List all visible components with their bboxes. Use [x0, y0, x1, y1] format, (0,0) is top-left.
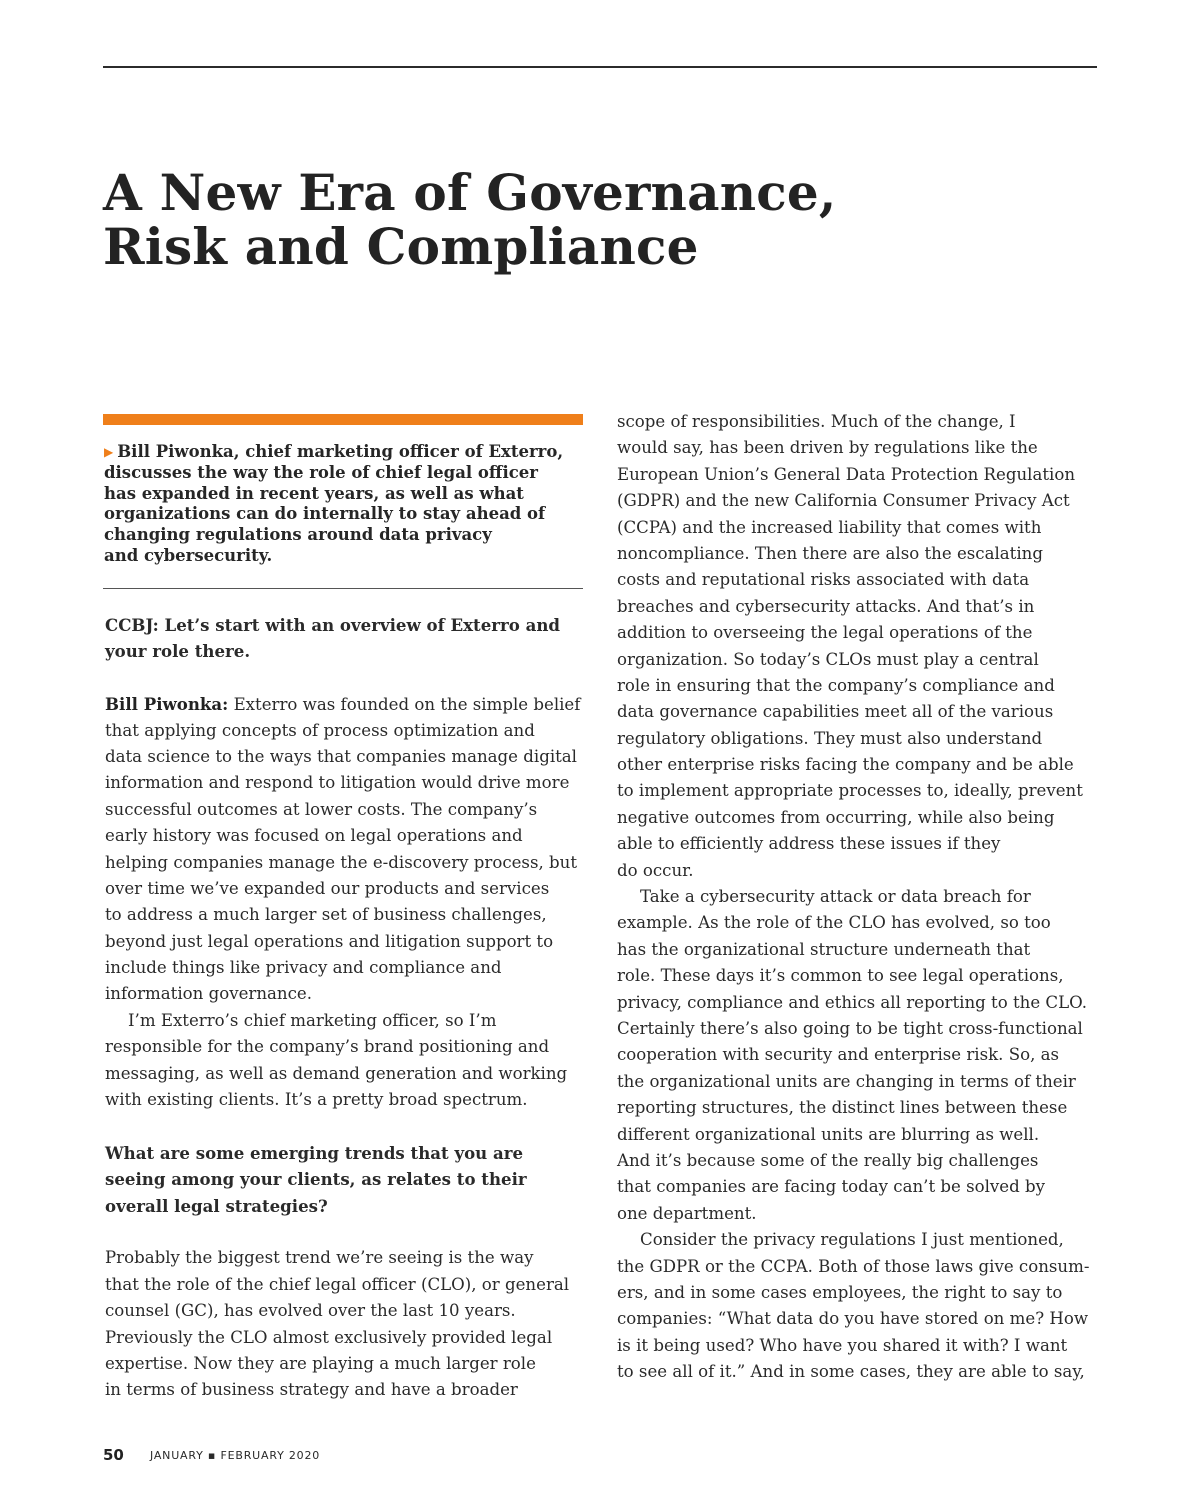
intro-line: discusses the way the role of chief legal officer [104, 462, 538, 482]
article-title [103, 163, 1003, 276]
paragraph: Take a cybersecurity attack or data breach for example. As the role of the CLO has evolved, so too has the organizational structure underneath that role. These days it’s common to see legal operations, privacy, compliance and ethics all reporting to the CLO. Certainly there’s also going to be tight cross-functional cooperation with security and enterprise risk. So, as the organizational units are changing in terms of their reporting structures, the distinct lines between these different organizational units are blurring as well. And it’s because some of the really big challenges that companies are facing today can’t be solved by one department. [617, 887, 1088, 1223]
answer-1: Bill Piwonka: Exterro was founded on the simple belief that applying concepts of process optimization and data science to the ways that companies manage digital information and respond to litigation would drive more successful outcomes at lower costs. The company’s early history was focused on legal operations and helping companies manage the e-discovery process, but over time we’ve expanded our products and services to address a much larger set of business challenges, beyond just legal operations and litigation support to include things like privacy and compliance and information governance. I’m Exterro’s chief marketing officer, so I’m responsible for the company’s brand positioning and messaging, as well as demand generation and working with existing clients. It’s a pretty broad spectrum. [105, 694, 581, 1110]
play-arrow-icon: ▶ [104, 445, 114, 459]
answer-2: Probably the biggest trend we’re seeing is the way that the role of the chief legal officer (CLO), or general counsel (GC), has evolved over the last 10 years. Previously the CLO almost exclusively provided legal expertise. Now they are playing a much larger role in terms of business strategy and have a broader [105, 1248, 570, 1400]
intro-line: ▶ Bill Piwonka, chief marketing officer of Exterro, [104, 442, 564, 461]
title-line: Risk and Compliance [103, 217, 699, 276]
left-column [105, 612, 585, 1404]
issue-date: JANUARY ▪ FEBRUARY 2020 [150, 1449, 321, 1462]
right-column [617, 409, 1102, 1385]
top-rule [103, 66, 1097, 68]
question-2: What are some emerging trends that you are seeing among your clients, as relates to their overall legal strategies? [105, 1142, 527, 1216]
intro-divider [103, 588, 583, 589]
accent-bar [103, 414, 583, 425]
speaker-name: Bill Piwonka: [105, 694, 229, 715]
question-1: CCBJ: Let’s start with an overview of Exterro and your role there. [105, 615, 561, 662]
intro-line: changing regulations around data privacy [104, 525, 492, 545]
intro-line: and cybersecurity. [104, 545, 273, 565]
page-number: 50 [103, 1446, 124, 1464]
intro-deck [104, 442, 579, 567]
paragraph: Consider the privacy regulations I just mentioned, the GDPR or the CCPA. Both of those laws give consum- ers, and in some cases employees, the right to say to companies: “What data do you have stored on me? How is it being used? Who have you shared it with? I want to see all of it.” And in some cases, they are able to say, [617, 1230, 1090, 1382]
paragraph: scope of responsibilities. Much of the change, I would say, has been driven by regulations like the European Union’s General Data Protection Regulation (GDPR) and the new California Consumer Privacy Act (CCPA) and the increased liability that comes with noncompliance. Then there are also the escalating costs and reputational risks associated with data breaches and cybersecurity attacks. And that’s in addition to overseeing the legal operations of the organization. So today’s CLOs must play a central role in ensuring that the company’s compliance and data governance capabilities meet all of the various regulatory obligations. They must also understand other enterprise risks facing the company and be able to implement appropriate processes to, ideally, prevent negative outcomes from occurring, while also being able to efficiently address these issues if they do occur. [617, 412, 1083, 880]
title-line: A New Era of Governance, [103, 163, 837, 222]
intro-line: has expanded in recent years, as well as what [104, 483, 524, 503]
intro-line: organizations can do internally to stay ahead of [104, 504, 546, 524]
